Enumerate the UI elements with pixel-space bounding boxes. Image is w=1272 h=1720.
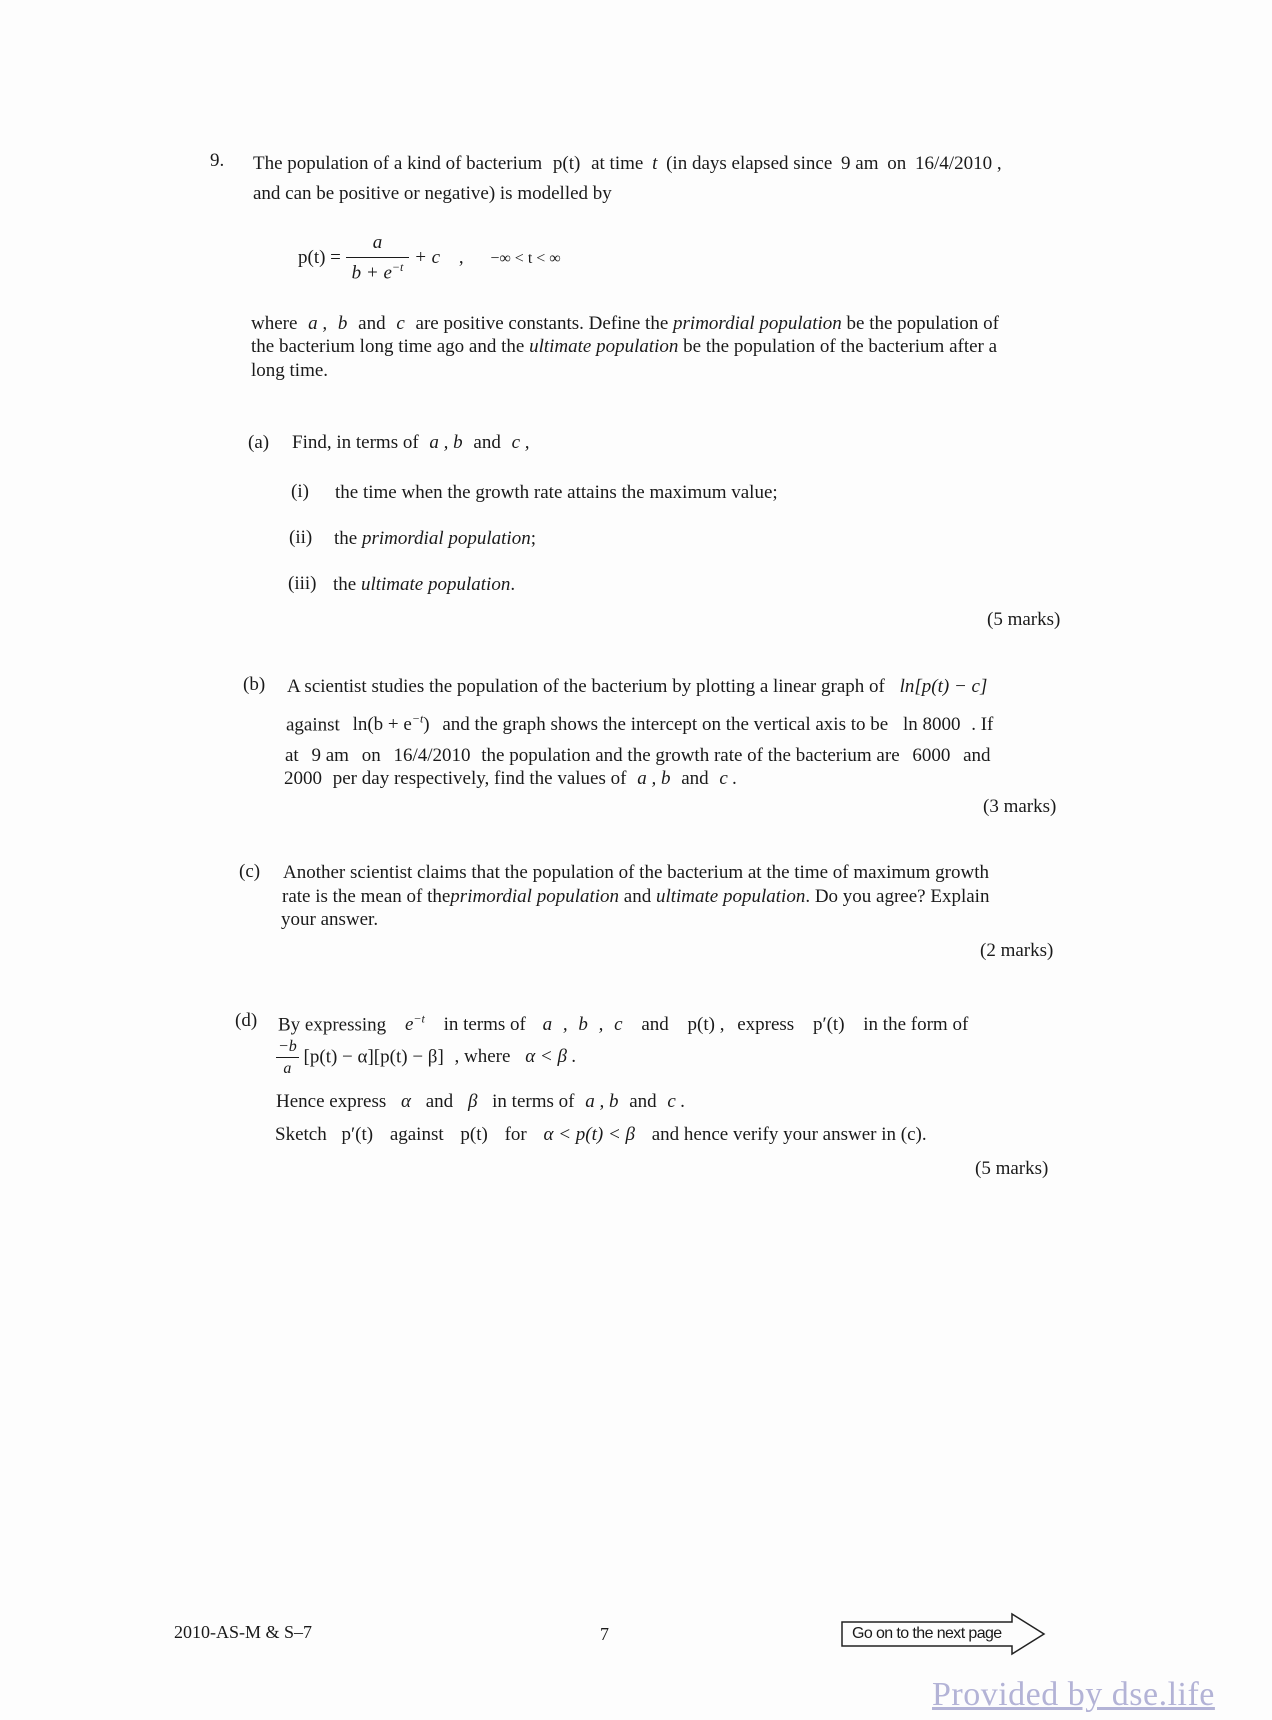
- part-d-line3: Hence express α and β in terms of a , b and c .: [276, 1091, 686, 1112]
- part-a-iii-text: the ultimate population.: [333, 574, 516, 595]
- part-c-line3: your answer.: [281, 909, 379, 930]
- part-a-i-text: the time when the growth rate attains the maximum value;: [335, 482, 778, 503]
- part-a-text: Find, in terms of a , b and c ,: [292, 432, 530, 453]
- watermark: Provided by dse.life: [932, 1676, 1215, 1713]
- part-c-line1: Another scientist claims that the population of the bacterium at the time of maximum growth: [283, 862, 989, 883]
- part-a-ii-text: the primordial population;: [334, 528, 536, 549]
- population-formula: p(t) = $\frac{a}{b + e^{-t}}$ + c , −∞ < t < ∞: [298, 232, 561, 284]
- part-c-line2: rate is the mean of theprimordial population and ultimate population. Do you agree? Explain: [282, 886, 990, 907]
- next-page-indicator: [840, 1612, 1050, 1656]
- question-intro-line2: and can be positive or negative) is modelled by: [253, 183, 612, 204]
- question-intro-line1: The population of a kind of bacterium p(t) at time t (in days elapsed since 9 am on 16/4/2010 ,: [253, 153, 1002, 174]
- part-a-marks: (5 marks): [987, 609, 1061, 630]
- part-b-label: (b): [243, 674, 266, 695]
- part-a-label: (a): [248, 432, 270, 453]
- part-d-line2: $\frac{-b}{a}$ [p(t) − α][p(t) − β] , where α < β .: [278, 1038, 577, 1078]
- part-a-iii-label: (iii): [288, 573, 317, 594]
- part-d-label: (d): [235, 1010, 258, 1031]
- part-b-line3: at 9 am on 16/4/2010 the population and the growth rate of the bacterium are 6000 and: [285, 745, 991, 766]
- question-number: 9.: [210, 150, 225, 171]
- part-c-marks: (2 marks): [980, 940, 1054, 961]
- where-line2: the bacterium long time ago and the ultimate population be the population of the bacterium after a: [251, 336, 998, 357]
- part-c-label: (c): [239, 861, 261, 882]
- part-d-line1: By expressing $e^{-t}$ in terms of a , b , c and p(t) , express p′(t) in the form of: [278, 1012, 969, 1036]
- part-a-i-label: (i): [291, 481, 309, 502]
- part-b-line2: against $\ln(b + e^{-t})$ and the graph shows the intercept on the vertical axis to be ln 8000 . If: [286, 712, 994, 736]
- part-b-line1: A scientist studies the population of the bacterium by plotting a linear graph of ln[p(t) − c]: [287, 676, 988, 697]
- where-line3: long time.: [251, 360, 329, 381]
- part-d-marks: (5 marks): [975, 1158, 1049, 1179]
- where-line1: where a , b and c are positive constants. Define the primordial population be the population of: [251, 313, 1000, 334]
- next-page-text: Go on to the next page: [852, 1625, 1002, 1642]
- part-a-ii-label: (ii): [289, 527, 313, 548]
- part-b-line4: 2000 per day respectively, find the values of a , b and c .: [284, 768, 738, 789]
- paper-code: 2010-AS-M & S–7: [174, 1622, 313, 1642]
- part-d-line4: Sketch p′(t) against p(t) for α < p(t) < β and hence verify your answer in (c).: [275, 1124, 927, 1145]
- part-b-marks: (3 marks): [983, 796, 1057, 817]
- page-number: 7: [600, 1624, 609, 1644]
